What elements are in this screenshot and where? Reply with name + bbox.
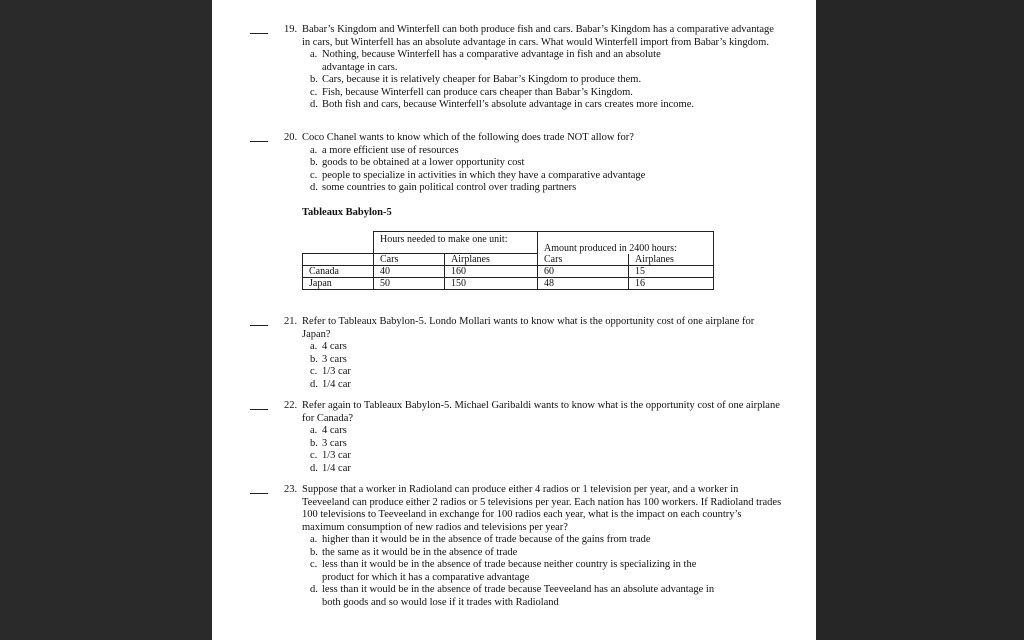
amount-cars-header: Cars (538, 254, 629, 266)
question-number: 21. (284, 316, 298, 327)
option-b: b. 3 cars (310, 353, 347, 365)
answer-blank[interactable] (250, 141, 268, 142)
question-22 (252, 400, 782, 475)
option-d: d. 1/4 car (310, 378, 351, 390)
hours-header: Hours needed to make one unit: (374, 232, 538, 254)
table-title: Tableaux Babylon-5 (302, 207, 392, 218)
option-d: d. less than it would be in the absence of trade because Teeveeland has an absolute advantage in both goods and so would lose if it trades with Radioland (310, 584, 715, 608)
amount-airplanes-header: Airplanes (629, 254, 714, 266)
option-c: c. 1/3 car (310, 450, 351, 461)
option-c: c. people to specialize in activities in which they have a comparative advantage (310, 169, 646, 181)
question-stem: Suppose that a worker in Radioland can produce either 4 radios or 1 television per year, and a worker in Teeveeland can produce either 2 radios or 5 televisions per year. Each nation has 100 workers. If Radioland trades 100 televisions to Teeveeland in exchange for 100 radios each year, what is the impact on each country’s maximum consumption of new radios and televisions per year? (302, 484, 782, 533)
question-20 (252, 132, 782, 195)
answer-blank[interactable] (250, 33, 268, 34)
table-row (303, 278, 714, 290)
question-number: 20. (284, 132, 298, 143)
hours-airplanes-header: Airplanes (445, 254, 538, 266)
option-c: c. Fish, because Winterfell can produce cars cheaper than Babar’s Kingdom. (310, 86, 633, 98)
question-23 (252, 484, 782, 609)
question-21 (252, 316, 782, 391)
option-c: c. less than it would be in the absence of trade because neither country is specializing in the product for which it has a comparative advantage (310, 559, 697, 583)
question-19 (252, 24, 782, 112)
amount-cars-cell: 48 (538, 278, 629, 290)
option-b: b. the same as it would be in the absence of trade (310, 546, 518, 558)
option-a: a. Nothing, because Winterfell has a comparative advantage in fish and an absolute advantage in cars. (310, 49, 661, 73)
option-a: a. higher than it would be in the absence of trade because of the gains from trade (310, 534, 651, 545)
option-d: d. some countries to gain political control over trading partners (310, 182, 577, 193)
question-stem: Refer to Tableaux Babylon-5. Londo Mollari wants to know what is the opportunity cost of one airplane for Japan? (302, 316, 755, 340)
question-stem: Babar’s Kingdom and Winterfell can both produce fish and cars. Babar’s Kingdom has a comparative advantage in cars, but Winterfell has an absolute advantage in cars. What would Winterfell import from Babar’s kingdom. (302, 24, 774, 48)
answer-blank[interactable] (250, 493, 268, 494)
option-a: a. a more efficient use of resources (310, 144, 459, 156)
country-cell: Japan (303, 278, 374, 290)
answer-blank[interactable] (250, 325, 268, 326)
option-b: b. 3 cars (310, 437, 347, 449)
hours-cars-cell: 40 (374, 266, 445, 278)
option-a: a. 4 cars (310, 425, 347, 436)
question-number: 19. (284, 24, 298, 35)
amount-header: Amount produced in 2400 hours: (538, 232, 714, 254)
option-c: c. 1/3 car (310, 366, 351, 377)
amount-airplanes-cell: 16 (629, 278, 714, 290)
amount-airplanes-cell: 15 (629, 266, 714, 278)
option-d: d. Both fish and cars, because Winterfell’s absolute advantage in cars creates more income. (310, 99, 694, 110)
option-a: a. 4 cars (310, 341, 347, 352)
hours-cars-header: Cars (374, 254, 445, 266)
right-background (816, 0, 1024, 640)
answer-blank[interactable] (250, 409, 268, 410)
amount-cars-cell: 60 (538, 266, 629, 278)
option-b: b. Cars, because it is relatively cheaper for Babar’s Kingdom to produce them. (310, 74, 642, 85)
left-background (0, 0, 212, 640)
document-page (212, 0, 816, 640)
question-stem: Coco Chanel wants to know which of the following does trade NOT allow for? (302, 132, 634, 143)
hours-cars-cell: 50 (374, 278, 445, 290)
hours-airplanes-cell: 160 (445, 266, 538, 278)
question-number: 23. (284, 484, 298, 495)
country-cell: Canada (303, 266, 374, 278)
question-number: 22. (284, 400, 298, 411)
option-d: d. 1/4 car (310, 462, 351, 474)
hours-airplanes-cell: 150 (445, 278, 538, 290)
option-b: b. goods to be obtained at a lower opportunity cost (310, 157, 525, 168)
table-row (303, 266, 714, 278)
question-stem: Refer again to Tableaux Babylon-5. Michael Garibaldi wants to know what is the opportunity cost of one airplane for Canada? (302, 400, 780, 424)
production-table (302, 231, 714, 290)
